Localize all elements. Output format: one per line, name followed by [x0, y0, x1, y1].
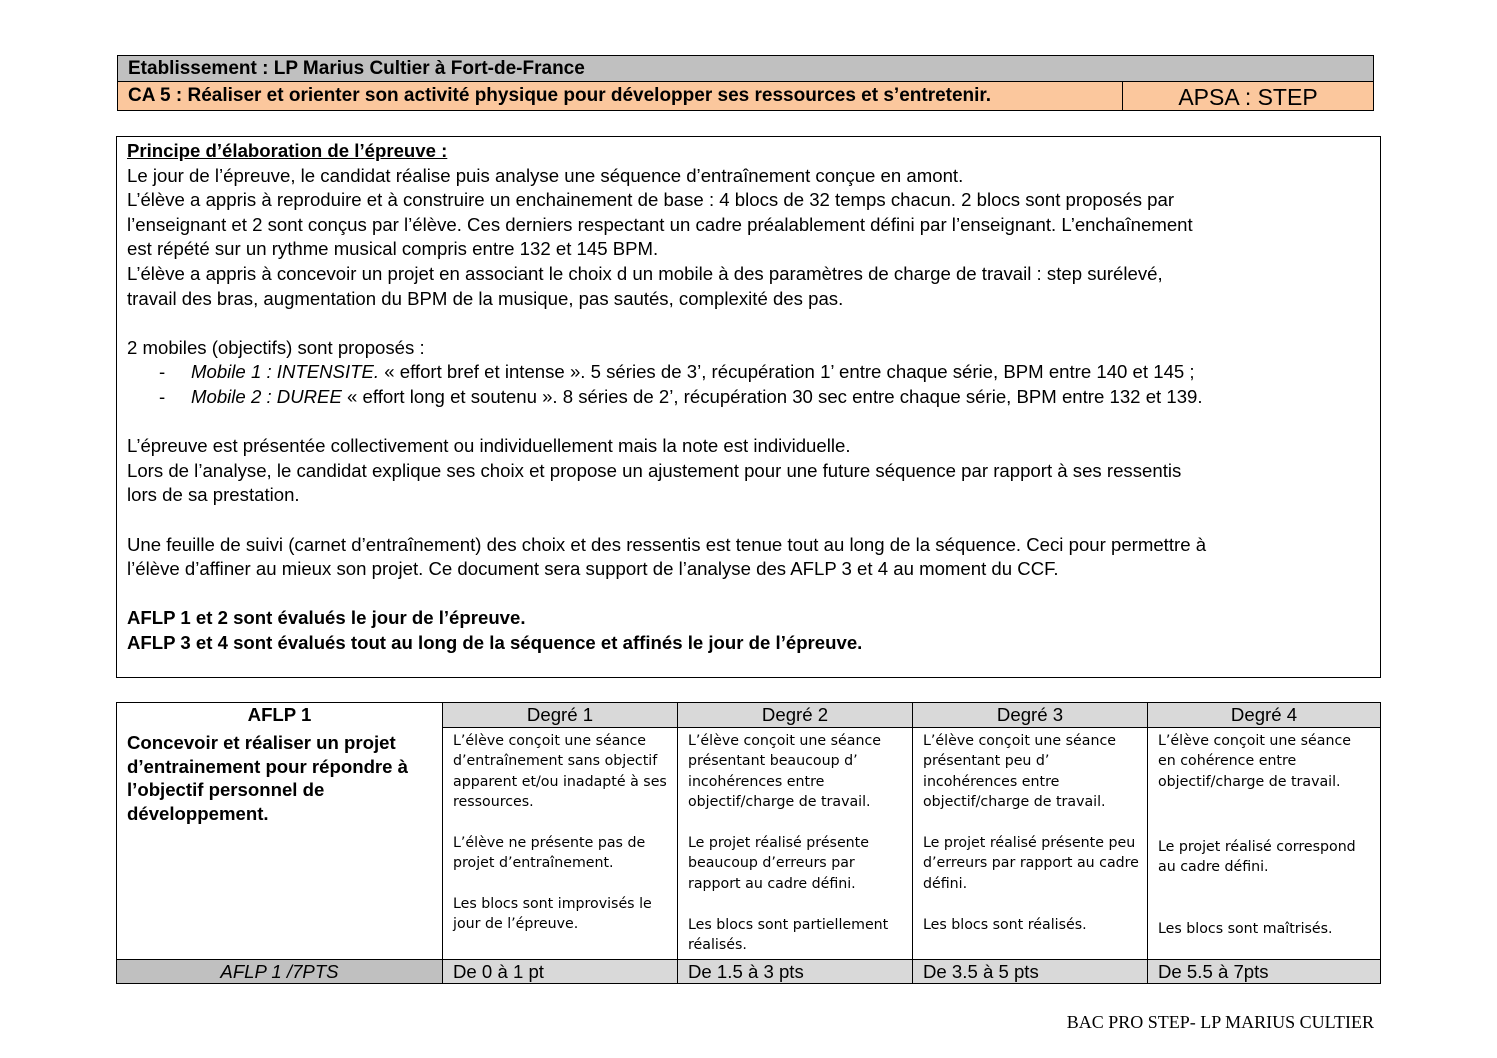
footer-text: BAC PRO STEP- LP MARIUS CULTIER — [1066, 1012, 1374, 1032]
principe-title: Principe d’élaboration de l’épreuve : — [127, 140, 448, 161]
mobile-name: Mobile 1 : INTENSITE. — [191, 361, 380, 383]
mobile-item-1: - Mobile 1 : INTENSITE. « effort bref et intense ». 5 séries de 3’, récupération 1’ entre chaque série, BPM entre 140 et 145 ; — [159, 361, 1195, 383]
principe-line: l’élève d’affiner au mieux son projet. Ce document sera support de l’analyse des AFLP 3 et 4 au moment du CCF. — [127, 558, 1059, 580]
degree-cell: L’élève conçoit une séance présentant beaucoup d’ incohérences entre objectif/charge de travail. Le projet réalisé présente beaucoup d’erreurs par rapport au cadre défini. Les blocs sont partiellement réalisés. — [677, 728, 912, 959]
mobile-name: Mobile 2 : DUREE — [191, 385, 342, 407]
etablissement-header: Etablissement : LP Marius Cultier à Fort-de-France — [117, 55, 1374, 82]
ca-title: CA 5 : Réaliser et orienter son activité physique pour développer ses ressources et s’entretenir. — [118, 82, 1123, 110]
degree-cell: L’élève conçoit une séance présentant peu d’ incohérences entre objectif/charge de travail. Le projet réalisé présente peu d’erreurs par rapport au cadre défini. Les blocs sont réalisés. — [912, 728, 1147, 959]
principe-line: L’épreuve est présentée collectivement ou individuellement mais la note est individuelle. — [127, 435, 851, 457]
degree-score: De 5.5 à 7pts — [1147, 959, 1380, 983]
principe-bold-line: AFLP 3 et 4 sont évalués tout au long de la séquence et affinés le jour de l’épreuve. — [127, 631, 863, 653]
principe-line: Lors de l’analyse, le candidat explique ses choix et propose un ajustement pour une future séquence par rapport à ses ressentis — [127, 459, 1182, 481]
apsa-label: APSA : STEP — [1178, 84, 1318, 110]
principe-bold-line: AFLP 1 et 2 sont évalués le jour de l’épreuve. — [127, 607, 526, 629]
mobiles-intro: 2 mobiles (objectifs) sont proposés : — [127, 336, 425, 358]
degree-header: Degré 2 — [677, 703, 912, 728]
degree-score: De 0 à 1 pt — [442, 959, 677, 983]
principe-line: est répété sur un rythme musical compris entre 132 et 145 BPM. — [127, 238, 659, 260]
aflp-points-label: AFLP 1 /7PTS — [117, 959, 442, 983]
principe-line: L’élève a appris à concevoir un projet en associant le choix d un mobile à des paramètres de charge de travail : step surélevé, — [127, 262, 1163, 284]
degree-score: De 3.5 à 5 pts — [912, 959, 1147, 983]
principe-line: l’enseignant et 2 sont conçus par l’élève. Ces derniers respectant un cadre préalablement défini par l’enseignant. L’enchaînement — [127, 213, 1193, 235]
principe-box — [116, 136, 1381, 678]
principe-line: L’élève a appris à reproduire et à construire un enchainement de base : 4 blocs de 32 temps chacun. 2 blocs sont proposés par — [127, 189, 1175, 211]
degree-header: Degré 4 — [1147, 703, 1380, 728]
degree-score: De 1.5 à 3 pts — [677, 959, 912, 983]
degree-header: Degré 1 — [442, 703, 677, 728]
aflp-description: Concevoir et réaliser un projet d’entrainement pour répondre à l’objectif personnel de développement. — [127, 732, 409, 824]
principe-line: Le jour de l’épreuve, le candidat réalise puis analyse une séquence d’entraînement conçue en amont. — [127, 164, 964, 186]
degree-cell: L’élève conçoit une séance en cohérence entre objectif/charge de travail. Le projet réalisé correspond au cadre défini. Les blocs sont maîtrisés. — [1147, 728, 1380, 959]
principe-line: lors de sa prestation. — [127, 484, 300, 506]
ca-header-row — [117, 81, 1374, 111]
degree-header: Degré 3 — [912, 703, 1147, 728]
aflp-title: AFLP 1 — [247, 704, 312, 725]
mobile-item-2: - Mobile 2 : DUREE « effort long et soutenu ». 8 séries de 2’, récupération 30 sec entre chaque série, BPM entre 132 et 139. — [159, 385, 1203, 407]
principe-line: Une feuille de suivi (carnet d’entraînement) des choix et des ressentis est tenue tout au long de la séquence. Ceci pour permettre à — [127, 533, 1207, 555]
degree-cell: L’élève conçoit une séance d’entraînement sans objectif apparent et/ou inadapté à ses ressources. L’élève ne présente pas de projet d’entraînement. Les blocs sont improvisés le jour de l’épreuve. — [442, 728, 677, 959]
principe-line: travail des bras, augmentation du BPM de la musique, pas sautés, complexité des pas. — [127, 287, 844, 309]
aflp-table — [116, 702, 1381, 984]
